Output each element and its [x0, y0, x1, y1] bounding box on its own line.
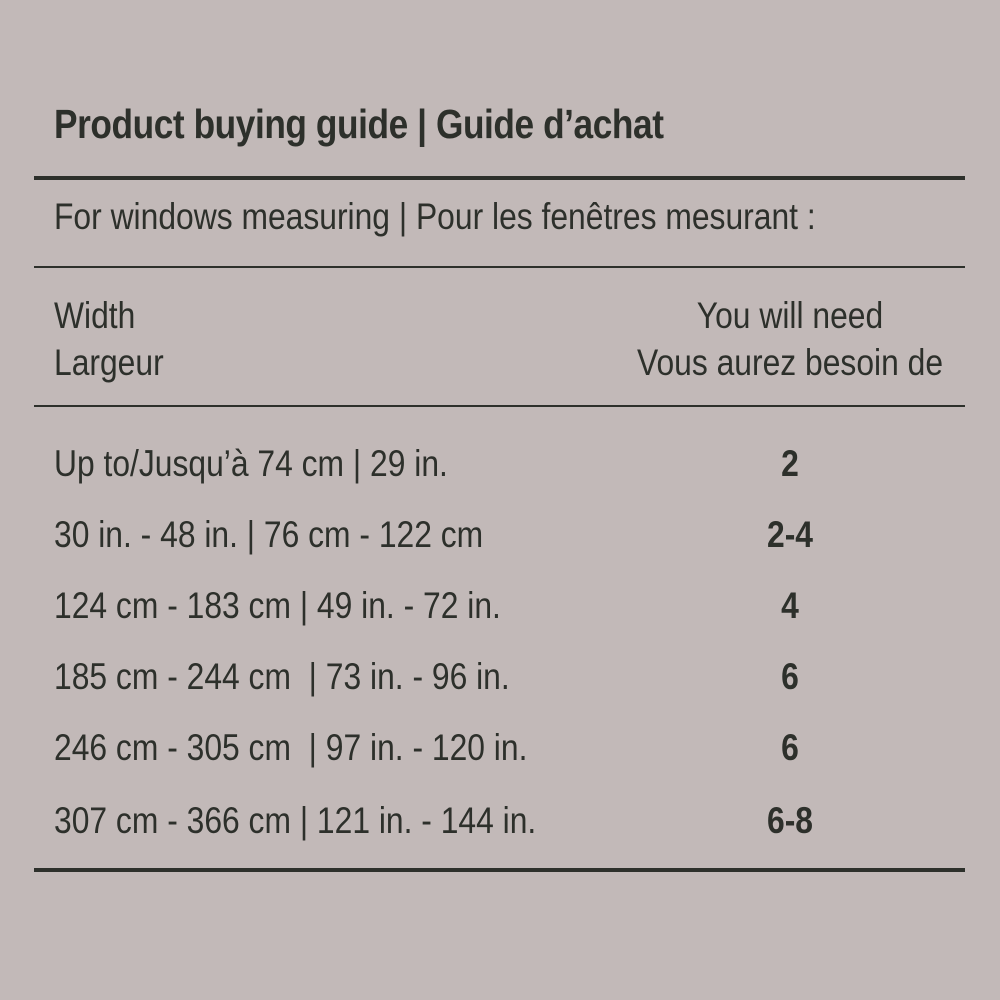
need-header-en: You will need [696, 295, 884, 336]
row-width-range: 246 cm - 305 cm | 97 in. - 120 in. [54, 727, 528, 768]
row-quantity: 4 [781, 585, 799, 626]
table-row [0, 585, 1000, 635]
row-quantity: 2 [781, 443, 799, 484]
width-header-fr: Largeur [54, 342, 164, 383]
table-row [0, 800, 1000, 850]
bottom-divider [34, 868, 965, 872]
need-column-header [637, 292, 943, 386]
row-width-range: 30 in. - 48 in. | 76 cm - 122 cm [54, 514, 484, 555]
row-width-range: 124 cm - 183 cm | 49 in. - 72 in. [54, 585, 501, 626]
guide-subtitle: For windows measuring | Pour les fenêtres mesurant : [54, 196, 816, 237]
row-width-range: 185 cm - 244 cm | 73 in. - 96 in. [54, 656, 510, 697]
need-header-fr: Vous aurez besoin de [636, 342, 944, 383]
guide-title: Product buying guide | Guide d’achat [54, 101, 664, 147]
width-column-header [54, 292, 164, 386]
row-quantity: 6 [781, 656, 799, 697]
table-row [0, 443, 1000, 493]
table-row [0, 656, 1000, 706]
row-quantity: 6-8 [767, 800, 813, 841]
table-row [0, 727, 1000, 777]
subtitle-divider [34, 266, 965, 268]
row-quantity: 2-4 [767, 514, 813, 555]
width-header-en: Width [54, 295, 136, 336]
title-divider [34, 176, 965, 180]
header-divider [34, 405, 965, 407]
row-width-range: 307 cm - 366 cm | 121 in. - 144 in. [54, 800, 537, 841]
table-row [0, 514, 1000, 564]
row-width-range: Up to/Jusqu’à 74 cm | 29 in. [54, 443, 448, 484]
row-quantity: 6 [781, 727, 799, 768]
